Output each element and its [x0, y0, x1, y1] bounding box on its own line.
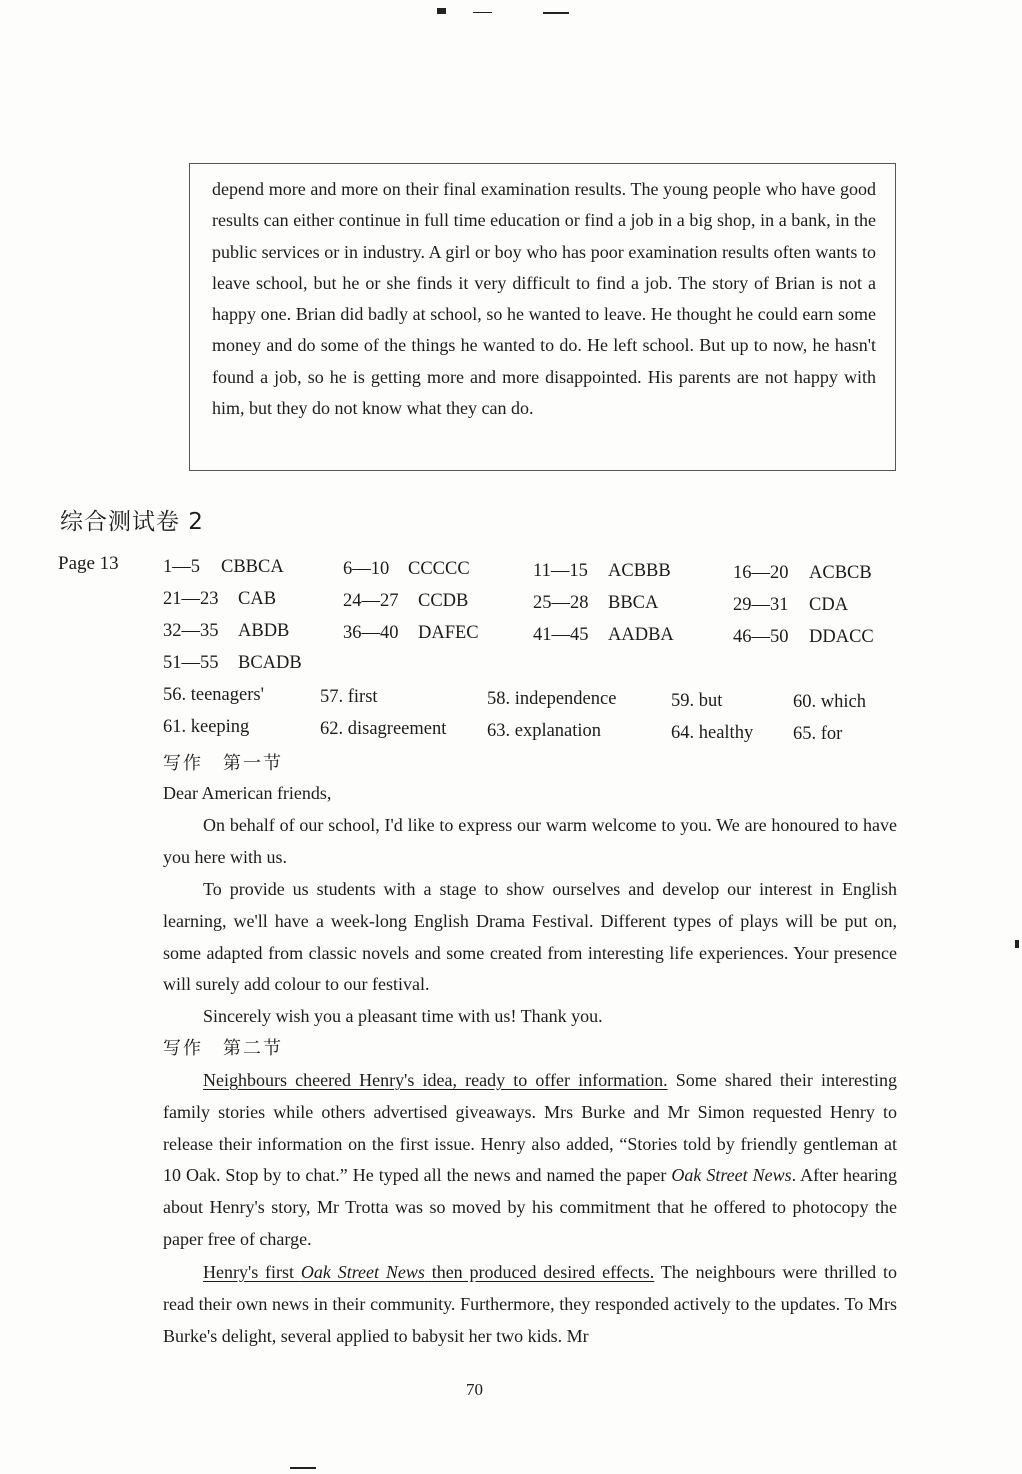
answer-item: 32—35 ABDB — [163, 621, 290, 641]
fill-in-answer: 58. independence — [487, 689, 617, 709]
letter-salutation: Dear American friends, — [163, 783, 332, 803]
answer-item: 1—5 CBBCA — [163, 557, 284, 577]
scan-mark — [290, 1467, 316, 1469]
answer-item: 16—20 ACBCB — [733, 563, 872, 583]
fill-in-answer: 59. but — [671, 691, 723, 711]
answer-item: 6—10 CCCCC — [343, 559, 470, 579]
fill-in-answer: 57. first — [320, 687, 378, 707]
story-paragraph: Neighbours cheered Henry's idea, ready to offer information. Some shared their interesting family stories while others advertised giveaways. Mrs Burke and Mr Simon requested Henry to release their information on the first issue. Henry also added, “Stories told by friendly gentleman at 10 Oak. Stop by to chat.” He typed all the news and named the paper Oak Street News. After hearing about Henry's story, Mr Trotta was so moved by his commitment that he offered to photocopy the paper free of charge. — [163, 1070, 898, 1249]
letter-paragraph: To provide us students with a stage to show ourselves and develop our interest in English learning, we'll have a week-long English Drama Festival. Different types of plays will be put on, some adapted from classic novels and some created from interesting life experiences. Your presence will surely add colour to our festival. — [163, 879, 897, 995]
answer-item: 51—55 BCADB — [163, 653, 302, 673]
answer-item: 29—31 CDA — [733, 595, 849, 615]
answer-item: 24—27 CCDB — [343, 591, 469, 611]
scan-mark — [437, 8, 446, 14]
answer-item: 21—23 CAB — [163, 589, 277, 609]
letter-closing: Sincerely wish you a pleasant time with us! Thank you. — [203, 1006, 603, 1026]
scan-mark — [543, 12, 569, 14]
passage-text: depend more and more on their final examination results. The young people who have good results can either continue in full time education or find a job in a big shop, in a bank, in the public services or in industry. A girl or boy who has poor examination results often wants to leave school, but he or she finds it very difficult to find a job. The story of Brian is not a happy one. Brian did badly at school, so he wanted to leave. He thought he could earn some money and do some of the things he wanted to do. He left school. But up to now, he hasn't found a job, so he is getting more and more disappointed. His parents are not happy with him, but they do not know what they can do. — [212, 179, 876, 419]
answer-item: 25—28 BBCA — [533, 593, 659, 613]
fill-in-answer: 62. disagreement — [320, 719, 447, 739]
answer-item: 36—40 DAFEC — [343, 623, 479, 643]
letter-paragraph: On behalf of our school, I'd like to express our warm welcome to you. We are honoured to have you here with us. — [163, 815, 897, 867]
scan-mark — [473, 12, 492, 13]
fill-in-answer: 61. keeping — [163, 717, 250, 737]
underlined-lead: Henry's first Oak Street News then produced desired effects. — [203, 1262, 655, 1282]
answer-item: 11—15 ACBBB — [533, 561, 671, 581]
section-title: 综合测试卷 2 — [60, 509, 204, 535]
fill-in-answer: 60. which — [793, 692, 866, 712]
scan-mark — [1015, 940, 1019, 948]
answer-item: 46—50 DDACC — [733, 627, 874, 647]
fill-in-answer: 56. teenagers' — [163, 685, 264, 705]
page-label: Page 13 — [58, 553, 119, 574]
fill-in-answer: 63. explanation — [487, 721, 602, 741]
passage-box — [189, 163, 896, 471]
writing-heading-2: 写作 第二节 — [163, 1038, 283, 1059]
writing-heading-1: 写作 第一节 — [163, 753, 283, 774]
fill-in-answer: 64. healthy — [671, 723, 754, 743]
story-paragraph: Henry's first Oak Street News then produced desired effects. The neighbours were thrilled to read their own news in their community. Furthermore, they responded actively to the updates. To Mrs Burke's delight, several applied to babysit her two kids. Mr — [163, 1262, 898, 1346]
underlined-lead: Neighbours cheered Henry's idea, ready to offer information. — [203, 1070, 668, 1090]
answer-item: 41—45 AADBA — [533, 625, 674, 645]
page-number: 70 — [466, 1380, 483, 1399]
fill-in-answer: 65. for — [793, 724, 843, 744]
